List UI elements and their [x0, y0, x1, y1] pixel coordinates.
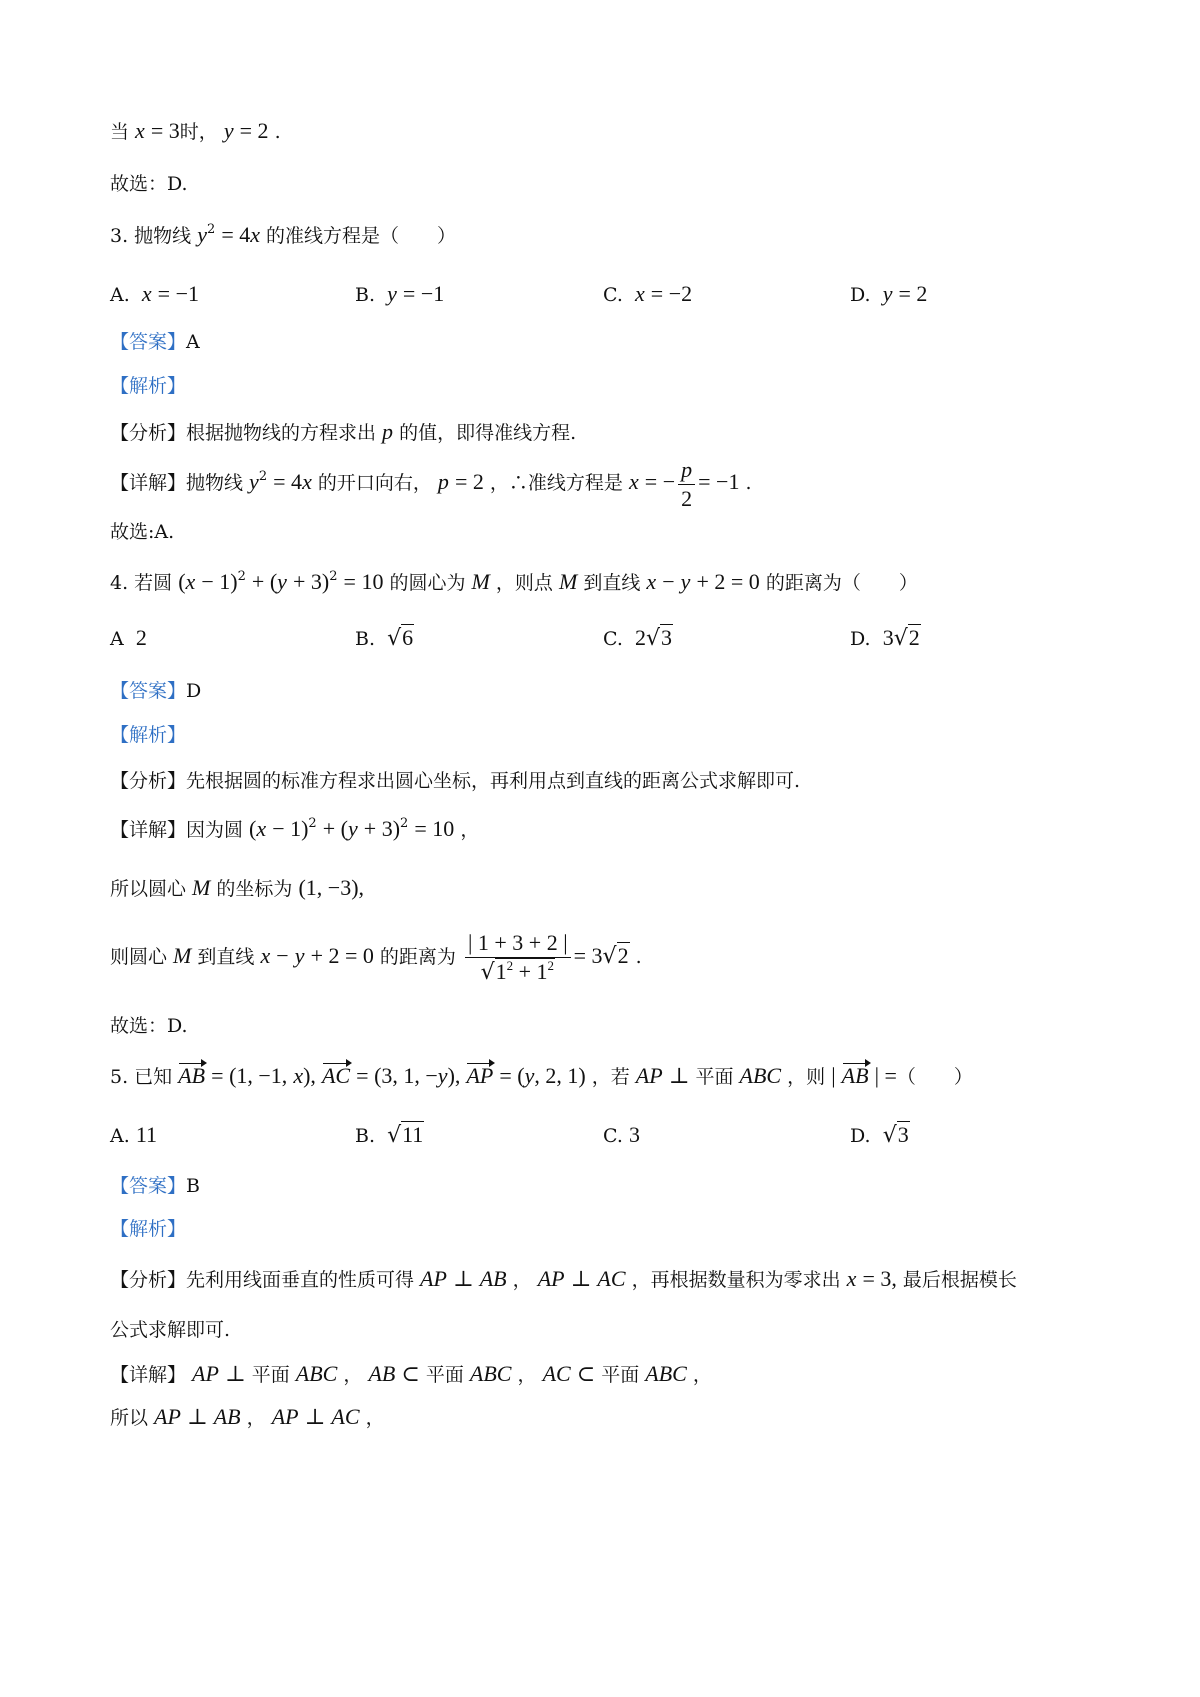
question-5-answer: 【答案】B: [110, 1175, 200, 1197]
question-5-option-c: C. 3: [603, 1122, 640, 1147]
question-3-answer: 【答案】A: [110, 331, 200, 353]
question-3-jiexi-label: 【解析】: [110, 375, 187, 397]
question-4-xiangjie: 【详解】因为圆 $(x - 1)^2 + (y + 3)^2 = 10$ ，: [110, 816, 480, 841]
question-3-option-a: A. x = −1: [110, 281, 199, 306]
text-line: 故选：D.: [110, 173, 188, 195]
question-3-fenxi: 【分析】根据抛物线的方程求出 p 的值，即得准线方程.: [110, 419, 577, 444]
question-4-choose: 故选：D.: [110, 1015, 188, 1037]
question-3-option-c: C. x = −2: [603, 281, 693, 306]
question-4-option-c: C. 2√3: [603, 625, 673, 651]
question-4-line-3: 则圆心 M 到直线 x − y + 2 = 0 的距离为 $\frac{| 1 + 3 + 2 |}{√1^2 + 1^2}$ = 3√2 .: [110, 930, 642, 985]
question-3-xiangjie: 【详解】抛物线 $y^2 = 4x$ 的开口向右， p = 2 ，∴准线方程是 x = − $\frac{p}{2}$ = −1 .: [110, 456, 752, 511]
question-5-jiexi-label: 【解析】: [110, 1218, 187, 1240]
question-4-answer: 【答案】D: [110, 680, 202, 702]
question-3-stem: 3. 抛物线 $y^2 = 4x$ 的准线方程是（ ）: [110, 222, 457, 247]
question-5-option-b: B. √11: [355, 1122, 424, 1148]
question-5-option-a: A. 11: [110, 1122, 157, 1147]
question-4-fenxi: 【分析】先根据圆的标准方程求出圆心坐标，再利用点到直线的距离公式求解即可.: [110, 770, 801, 792]
question-5-xiangjie: 【详解】 AP ⊥ 平面 ABC ， AB ⊂ 平面 ABC ， AC ⊂ 平面 ABC ，: [110, 1361, 712, 1386]
text-line: 当 x = 3时， y = 2 .: [110, 118, 281, 143]
question-4-line-2: 所以圆心 M 的坐标为 (1, −3),: [110, 875, 365, 900]
question-4-jiexi-label: 【解析】: [110, 724, 187, 746]
question-4-stem: 4. 若圆 $(x - 1)^2 + (y + 3)^2 = 10$ 的圆心为 M ，则点 M 到直线 x − y + 2 = 0 的距离为（ ）: [110, 569, 918, 594]
question-5-line-2: 所以 AP ⊥ AB ， AP ⊥ AC ，: [110, 1404, 385, 1429]
question-4-option-d: D. 3√2: [850, 625, 920, 651]
question-5-fenxi: 【分析】先利用线面垂直的性质可得 AP ⊥ AB ， AP ⊥ AC ，再根据数量积为零求出 x = 3, 最后根据模长: [110, 1266, 1017, 1291]
question-3-choose: 故选:A.: [110, 521, 175, 543]
question-5-fenxi-2: 公式求解即可.: [110, 1319, 231, 1341]
question-3-option-b: B. y = −1: [355, 281, 445, 306]
question-3-option-d: D. y = 2: [850, 281, 928, 306]
question-4-option-b: B. √6: [355, 625, 414, 651]
question-5-stem: 5. 已知 AB = (1, −1, x), AC = (3, 1, −y), AP = (y, 2, 1) ，若 AP ⊥ 平面 ABC ，则 | AB | =（ ）: [110, 1063, 973, 1088]
question-4-option-a: A 2: [110, 625, 147, 650]
question-5-option-d: D. √3: [850, 1122, 909, 1148]
